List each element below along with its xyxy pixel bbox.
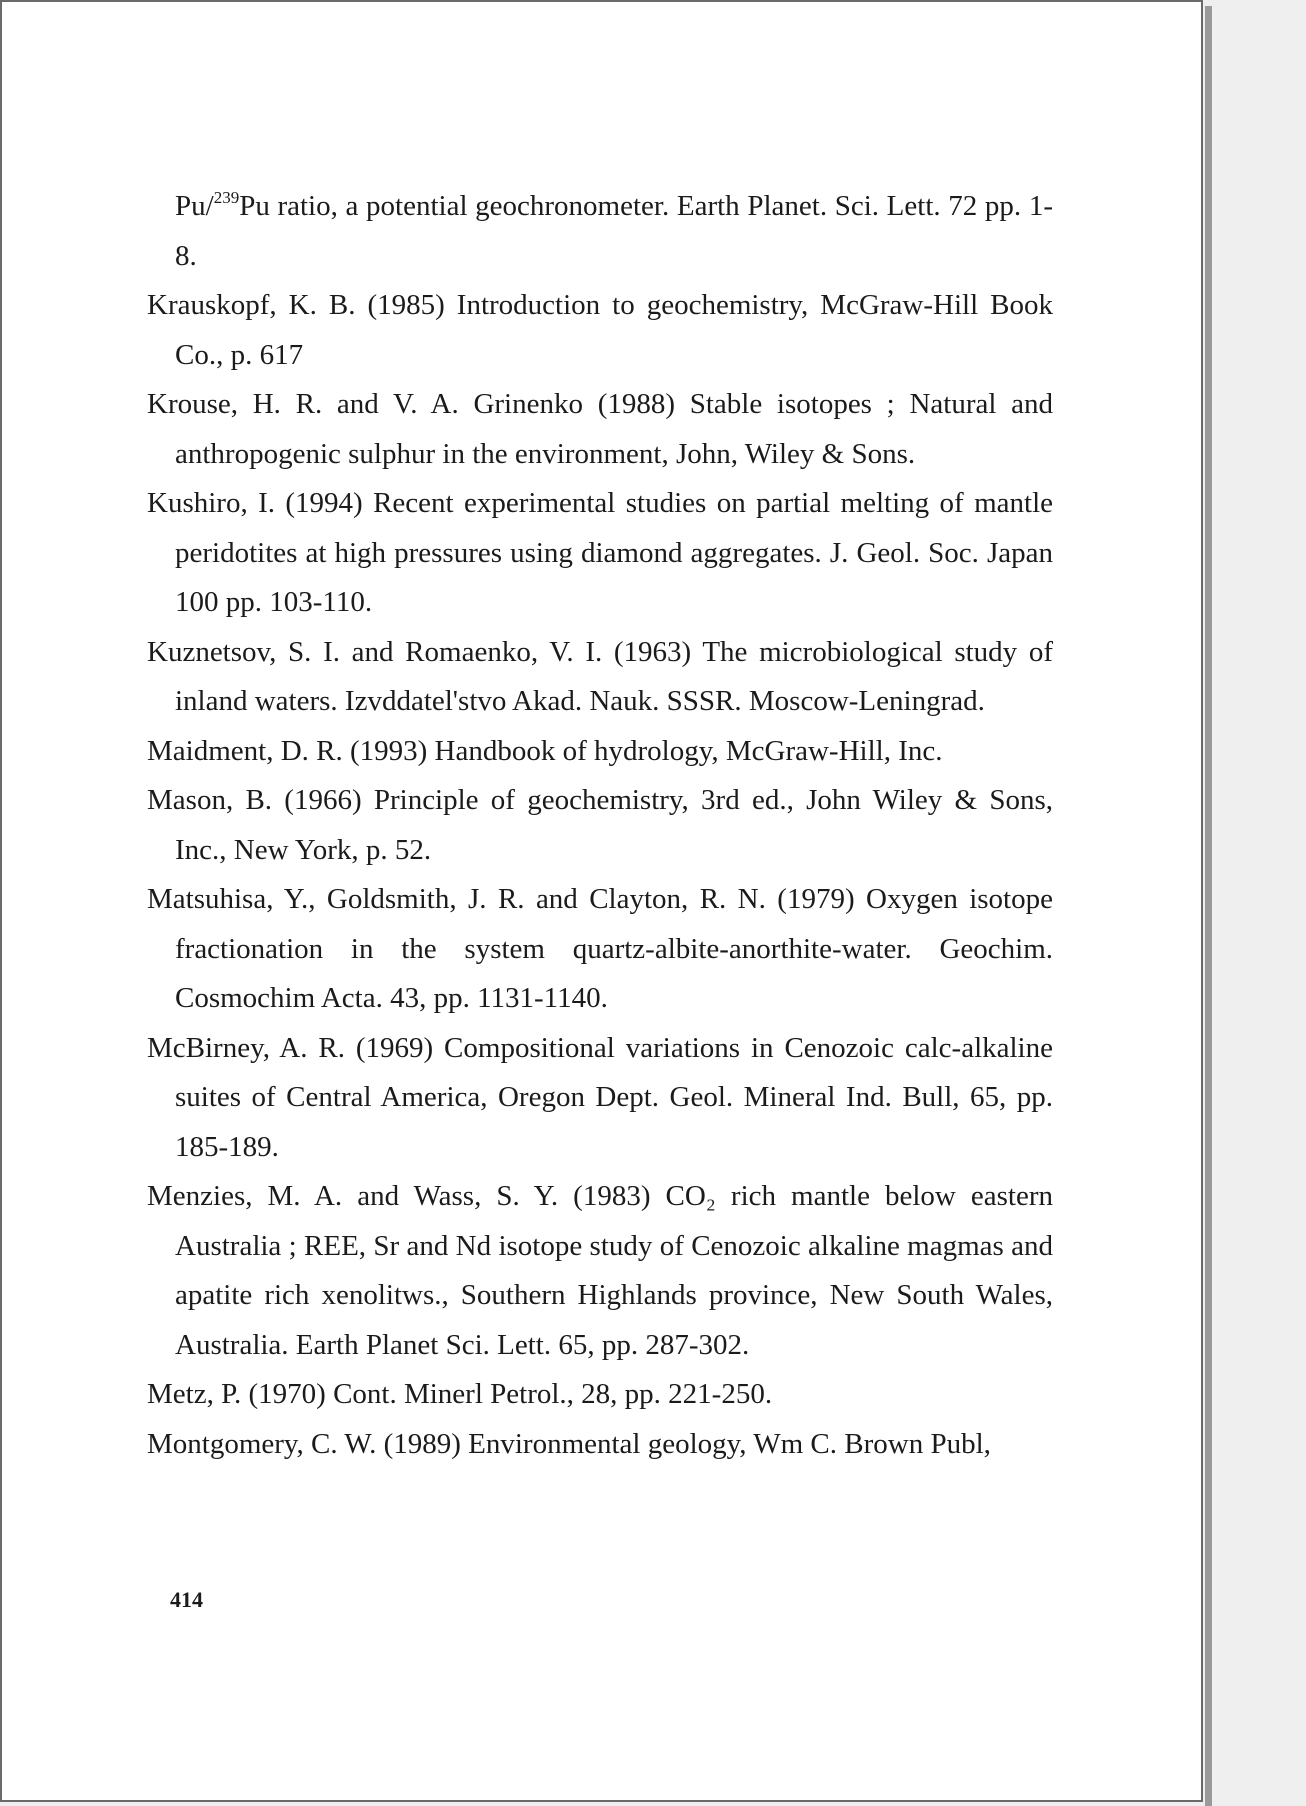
page-number: 414 [170, 1587, 203, 1612]
superscript-mass-number: 239 [213, 188, 240, 207]
reference-entry: Mason, B. (1966) Principle of geochemistry, 3rd ed., John Wiley & Sons, Inc., New York, p. 52. [147, 784, 1053, 866]
reference-list [147, 182, 1053, 1469]
reference-entry: McBirney, A. R. (1969) Compositional variations in Cenozoic calc-alkaline suites of Central America, Oregon Dept. Geol. Mineral Ind. Bull, 65, pp. 185-189. [147, 1031, 1053, 1163]
reference-entry: Metz, P. (1970) Cont. Minerl Petrol., 28, pp. 221-250. [147, 1378, 773, 1410]
reference-entry: Kuznetsov, S. I. and Romaenko, V. I. (1963) The microbiological study of inland waters. Izvddatel'stvo Akad. Nauk. SSSR. Moscow-Leningrad. [147, 635, 1053, 717]
reference-entry: Maidment, D. R. (1993) Handbook of hydrology, McGraw-Hill, Inc. [147, 734, 943, 767]
reference-entry: Krauskopf, K. B. (1985) Introduction to geochemistry, McGraw-Hill Book Co., p. 617 [147, 289, 1053, 371]
reference-entry: Montgomery, C. W. (1989) Environmental geology, Wm C. Brown Publ, [147, 1427, 991, 1460]
reference-entry: Matsuhisa, Y., Goldsmith, J. R. and Clayton, R. N. (1979) Oxygen isotope fractionation in the system quartz-albite-anorthite-water. Geochim. Cosmochim Acta. 43, pp. 1131-1140. [147, 883, 1053, 1014]
reference-entry: Krouse, H. R. and V. A. Grinenko (1988) Stable isotopes ; Natural and anthropogenic sulphur in the environment, John, Wiley & Sons. [147, 388, 1053, 470]
reference-entry: Menzies, M. A. and Wass, S. Y. (1983) CO₂ rich mantle below eastern Australia ; REE, Sr and Nd isotope study of Cenozoic alkaline magmas and apatite rich xenolitws., Southern Highlands province, New South Wales, Australia. Earth Planet Sci. Lett. 65, pp. 287-302. [147, 1180, 1053, 1361]
reference-entry: Kushiro, I. (1994) Recent experimental studies on partial melting of mantle peridotites at high pressures using diamond aggregates. J. Geol. Soc. Japan 100 pp. 103-110. [147, 487, 1053, 618]
page-edge-shadow [1205, 6, 1212, 1806]
reference-entry-continued [147, 182, 1053, 281]
reference-text-prefix: Pu/ [175, 190, 214, 222]
reference-text: Pu ratio, a potential geochronometer. Earth Planet. Sci. Lett. 72 pp. 1-8. [175, 190, 1053, 272]
